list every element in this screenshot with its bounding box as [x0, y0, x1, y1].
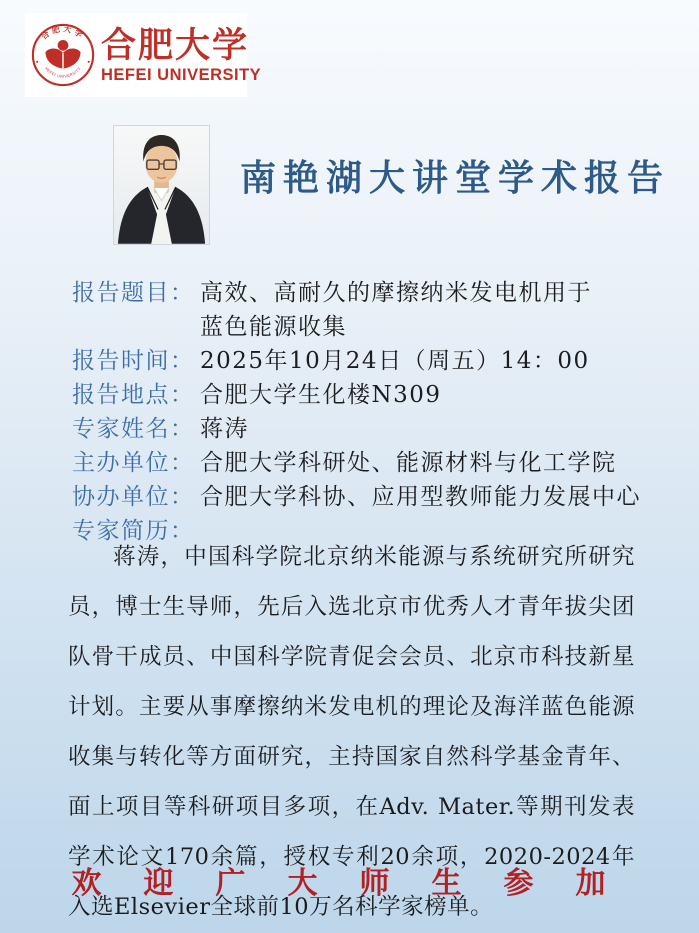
info-label: 报告地点：: [72, 382, 195, 408]
info-value: 合肥大学科研处、能源材料与化工学院: [200, 450, 617, 476]
logo-wordmark: [101, 26, 261, 84]
speaker-bio: 蒋涛，中国科学院北京纳米能源与系统研究所研究员，博士生导师，先后入选北京市优秀人才青年拔尖团队骨干成员、中国科学院青促会会员、北京市科技新星计划。主要从事摩擦纳米发电机的理论及海洋蓝色能源收集与转化等方面研究，主持国家自然科学基金青年、面上项目等科研项目多项，在Adv. Mater.等期刊发表学术论文170余篇，授权专利20余项，2020-2024年入选Elsevier全球前10万名科学家榜单。: [68, 544, 635, 920]
info-row-location: [72, 378, 652, 412]
topic-line2: 蓝色能源收集: [200, 314, 347, 340]
university-name-en: HEFEI UNIVERSITY: [101, 66, 262, 84]
topic-line1: 高效、高耐久的摩擦纳米发电机用于: [200, 280, 592, 306]
info-label: 报告题目：: [72, 280, 195, 306]
speaker-photo: [113, 125, 210, 245]
info-value: [200, 276, 592, 344]
info-value: 合肥大学科协、应用型教师能力发展中心: [200, 484, 641, 510]
info-value: 蒋涛: [200, 416, 249, 442]
info-label: 协办单位：: [72, 484, 195, 510]
info-row-topic: [72, 276, 652, 344]
university-name-zh: 合肥大学: [101, 25, 250, 66]
info-value: 合肥大学生化楼N309: [200, 382, 442, 408]
info-label: 专家姓名：: [72, 416, 195, 442]
info-label: 报告时间：: [72, 348, 195, 374]
info-row-speaker-name: [72, 412, 652, 446]
university-seal-icon: [29, 21, 97, 89]
seal-bottom-text: HEFEI UNIVERSITY: [44, 65, 82, 79]
info-label: 专家简历：: [72, 518, 195, 544]
info-row-time: [72, 344, 652, 378]
info-list: [72, 276, 652, 548]
info-label: 主办单位：: [72, 450, 195, 476]
university-logo: [25, 13, 262, 97]
poster-title: 南艳湖大讲堂学术报告: [240, 157, 671, 199]
info-row-cohost: [72, 480, 652, 514]
info-row-host: [72, 446, 652, 480]
welcome-line: 欢迎广大师生参加: [71, 866, 648, 901]
info-value: 2025年10月24日（周五）14：00: [200, 348, 590, 374]
seal-top-text: 合肥大学: [39, 24, 87, 42]
